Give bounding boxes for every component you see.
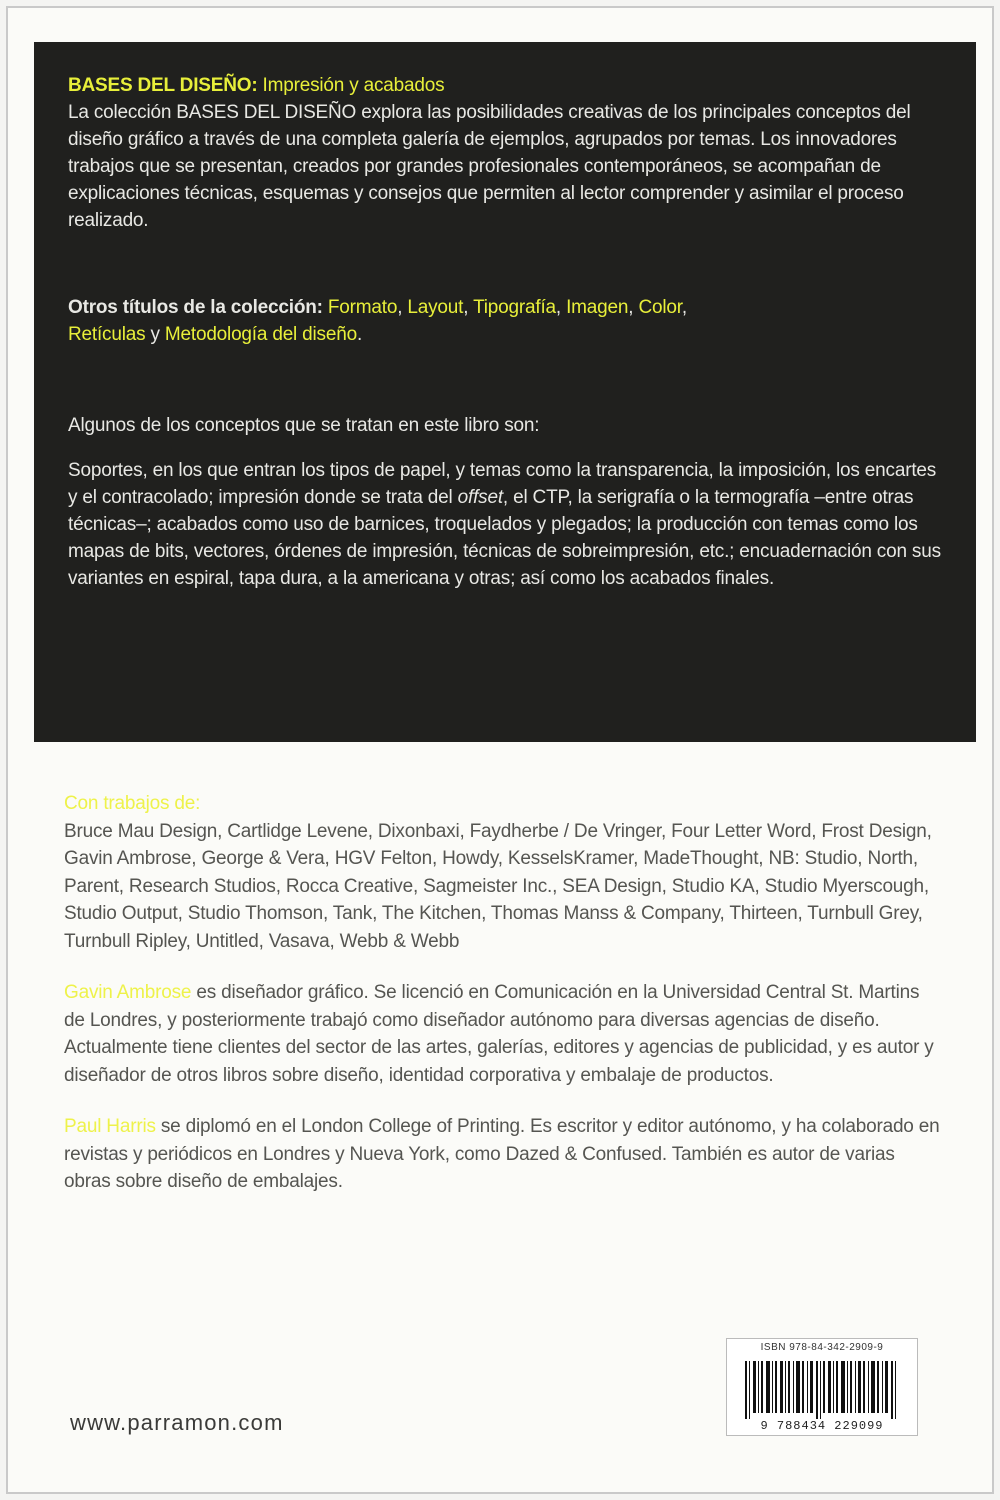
title-item: Tipografía [473,297,556,318]
works-paragraph [64,790,944,955]
author1-text: es diseñador gráfico. Se licenció en Comunicación en la Universidad Central St. Martins de Londres, y posteriormente trabajó como diseñador autónomo para diversas agencias de diseño. Actualmente tiene clientes del sector de las artes, galerías, editores y agencias de publicidad, y es autor y diseñador de otros libros sobre diseño, identidad corporativa y embalaje de productos. [64,982,934,1086]
title-item: Metodología del diseño [164,324,357,345]
credits-section [64,790,944,1220]
author2-name: Paul Harris [64,1116,156,1137]
author1-name: Gavin Ambrose [64,982,192,1003]
works-label: Con trabajos de: [64,793,201,814]
other-titles-label: Otros títulos de la colección: [68,297,323,318]
other-titles: Otros títulos de la colección: Formato, Layout, Tipografía, Imagen, Color, Retículas y Metodología del diseño. [68,297,687,345]
series-label: BASES DEL DISEÑO: [68,75,258,96]
description-panel [34,42,976,742]
concepts-text [68,457,942,592]
title-item: Retículas [68,324,146,345]
title-item: Formato [327,297,398,318]
barcode-icon [745,1361,899,1419]
isbn-label: ISBN 978-84-342-2909-9 [760,1342,884,1353]
concepts-lead: Algunos de los conceptos que se tratan en este libro son: [68,415,540,436]
series-heading [68,72,942,99]
offset-term: offset [457,487,503,508]
author2-text: se diplomó en el London College of Printing. Es escritor y editor autónomo, y ha colaborado en revistas y periódicos en Londres y Nueva York, como Dazed & Confused. También es autor de varias obras sobre diseño de embalajes. [64,1116,940,1192]
concepts-part: Soportes, en los que entran los tipos de papel, y temas como la transparencia, la imposición, los encartes y el contracolado; impresión donde se trata del [68,460,937,508]
barcode-number: 9 788434 229099 [760,1419,884,1433]
works-list: Bruce Mau Design, Cartlidge Levene, Dixonbaxi, Faydherbe / De Vringer, Four Letter Word, Frost Design, Gavin Ambrose, George & Vera, HGV Felton, Howdy, KesselsKramer, MadeThought, NB: Studio, North, Parent, Research Studios, Rocca Creative, Sagmeister Inc., SEA Design, Studio KA, Studio Myerscough, Studio Output, Studio Thomson, Tank, The Kitchen, Thomas Manss & Company, Thirteen, Turnbull Grey, Turnbull Ripley, Untitled, Vasava, Webb & Webb [64,820,932,952]
author1-bio [64,979,944,1089]
author2-bio [64,1113,944,1196]
concepts-part: , el CTP, la serigrafía o la termografía –entre otras técnicas–; acabados como uso de barnices, troquelados y plegados; la producción con temas como los mapas de bits, vectores, órdenes de impresión, técnicas de sobreimpresión, etc.; encuadernación con sus variantes en espiral, tapa dura, a la americana y otras; así como los acabados finales. [68,487,941,589]
title-item: Color [638,297,682,318]
isbn-barcode-block [726,1338,918,1436]
back-cover [6,6,994,1494]
collection-intro: La colección BASES DEL DISEÑO explora las posibilidades creativas de los principales conceptos del diseño gráfico a través de una completa galería de ejemplos, agrupados por temas. Los innovadores trabajos que se presentan, creados por grandes profesionales contemporáneos, se acompañan de explicaciones técnicas, esquemas y consejos que permiten al lector comprender y asimilar el proceso realizado. [68,102,911,231]
book-subtitle: Impresión y acabados [262,75,445,96]
title-item: Imagen [566,297,629,318]
publisher-url[interactable]: www.parramon.com [70,1410,284,1435]
title-item: Layout [407,297,464,318]
